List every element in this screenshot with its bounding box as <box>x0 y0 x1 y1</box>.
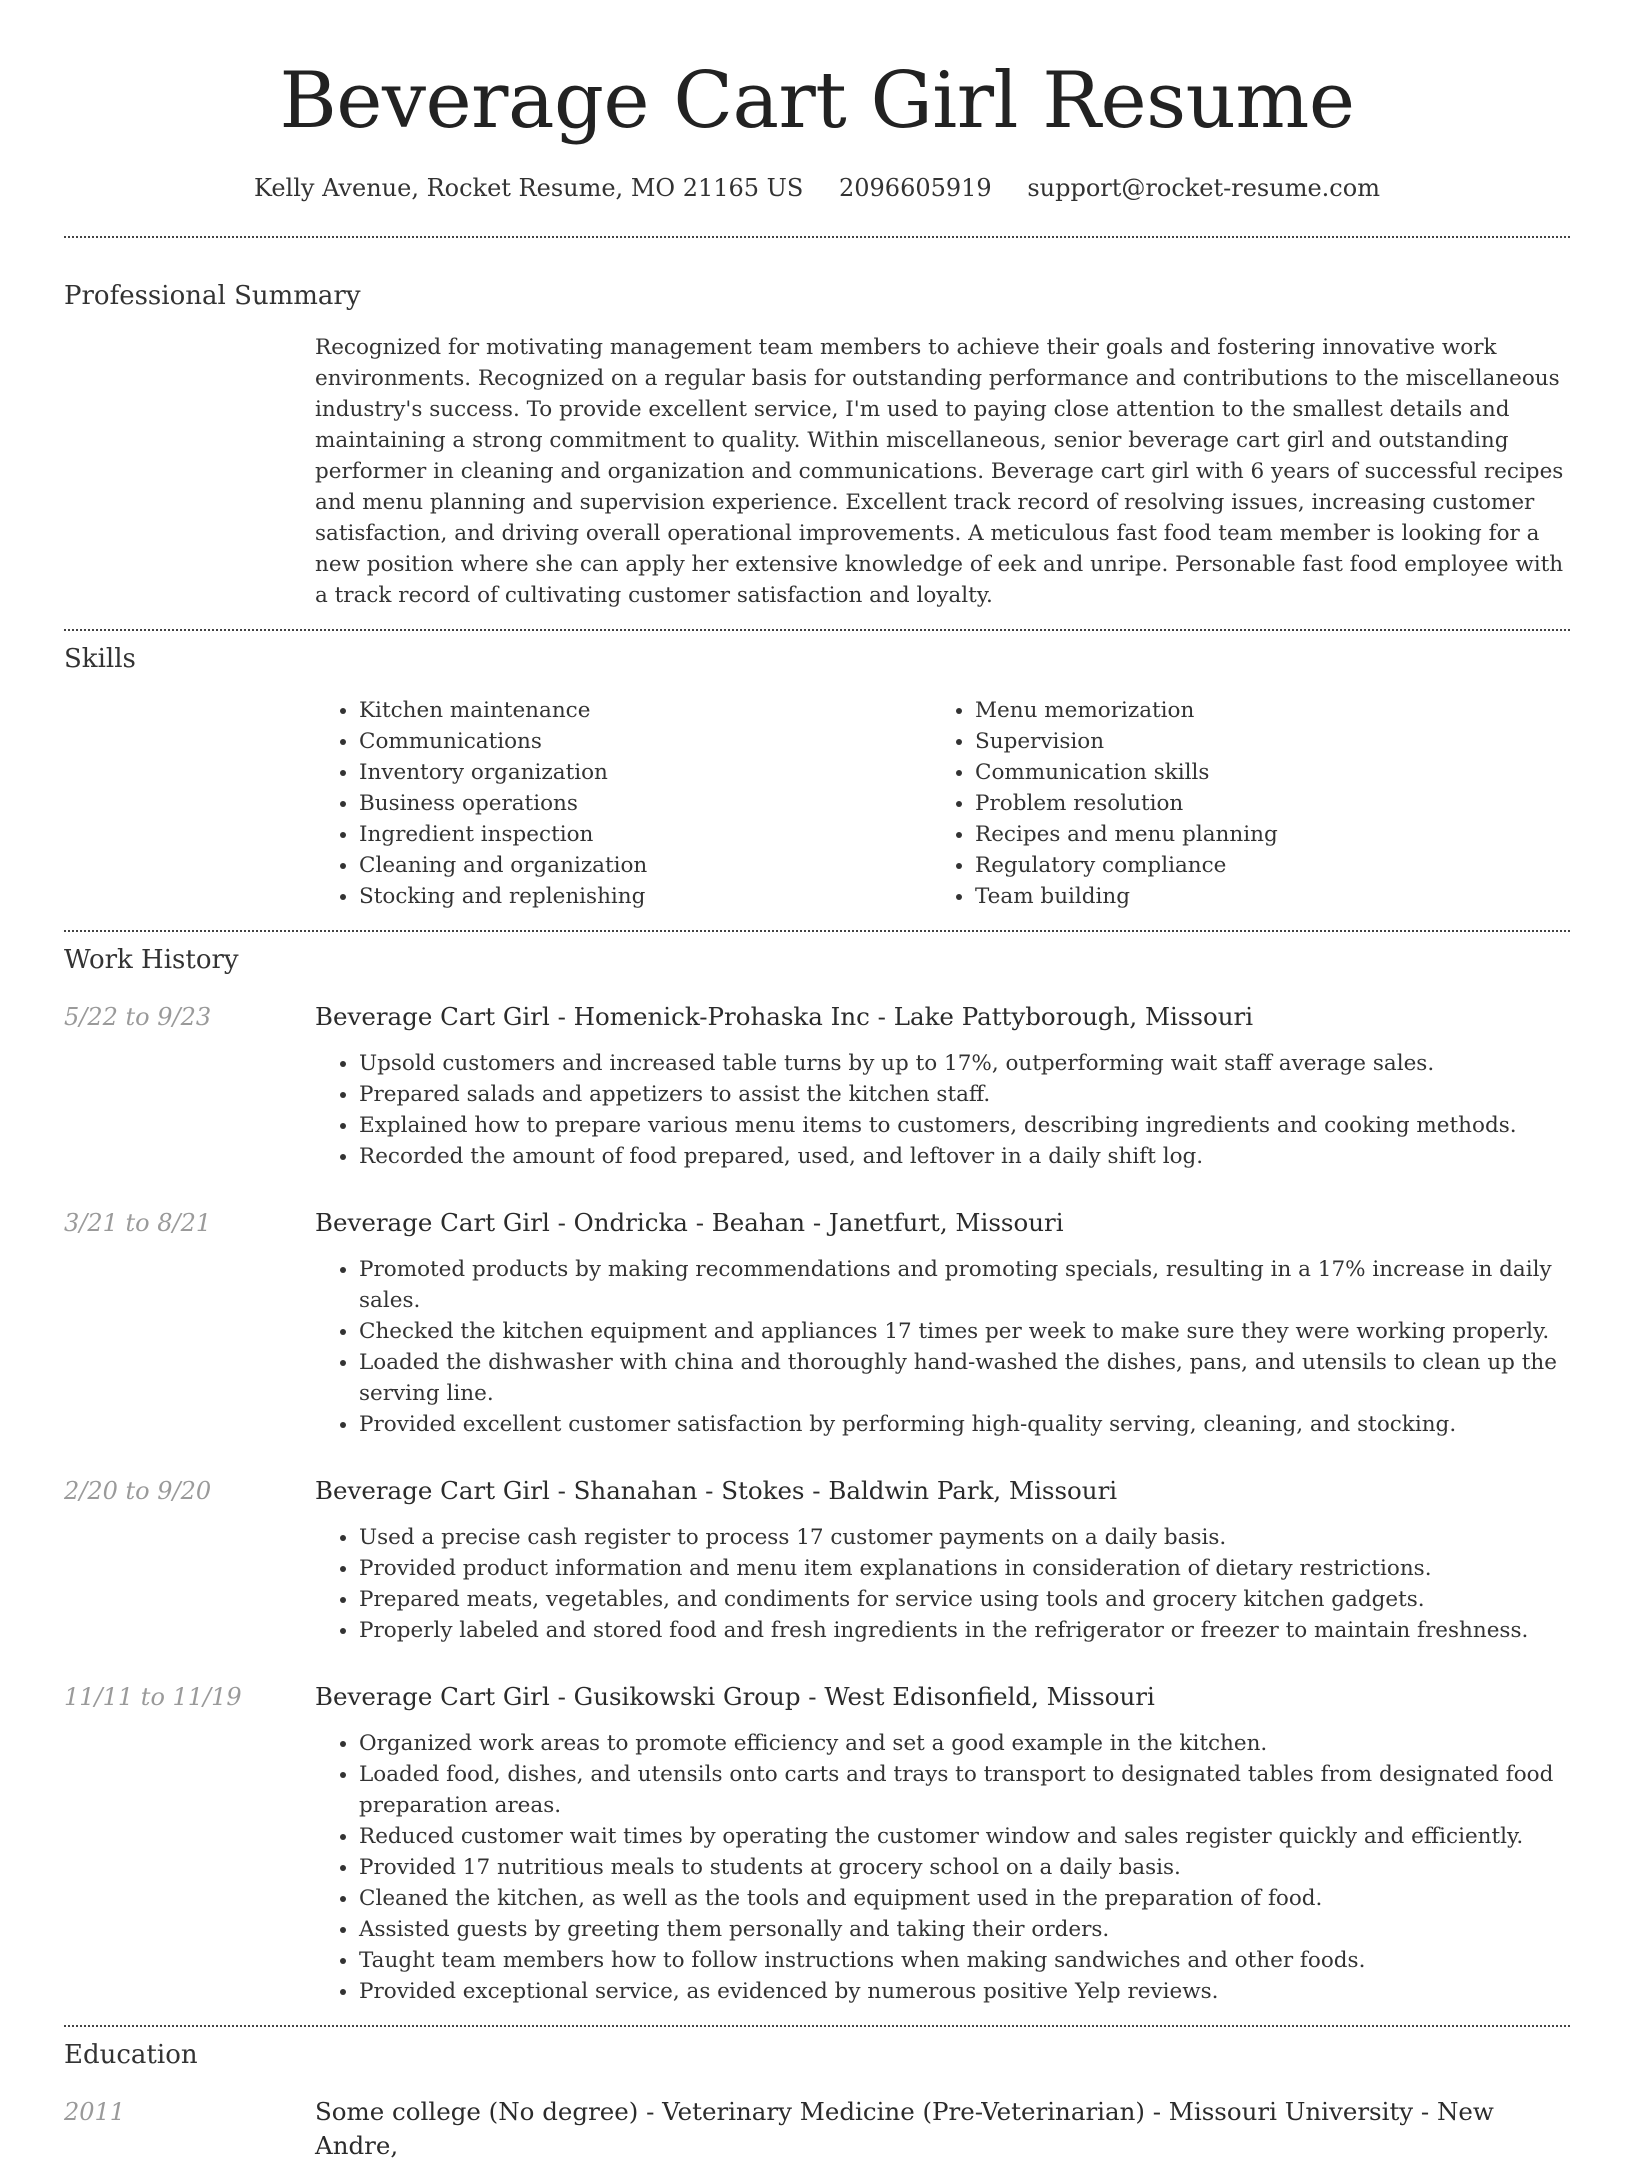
job-bullet: • Taught team members how to follow instructions when making sandwiches and other foods. <box>359 1945 1570 1976</box>
job-bullet: • Assisted guests by greeting them personally and taking their orders. <box>359 1914 1570 1945</box>
education-year: 2011 <box>64 2098 126 2126</box>
job-bullet: • Promoted products by making recommendations and promoting specials, resulting in a 17% increase in daily sales. <box>359 1254 1570 1316</box>
job-title: Beverage Cart Girl - Homenick-Prohaska Inc - Lake Pattyborough, Missouri <box>315 1002 1254 1031</box>
resume-title: Beverage Cart Girl Resume <box>279 56 1355 146</box>
skill-item: • Menu memorization <box>975 695 1547 726</box>
job-bullet: • Checked the kitchen equipment and appliances 17 times per week to make sure they were working properly. <box>359 1316 1570 1347</box>
job-bullets <box>315 1522 1570 1646</box>
divider <box>64 629 1570 631</box>
skills-list <box>315 695 1570 912</box>
skills-heading: Skills <box>64 644 136 674</box>
job-title: Beverage Cart Girl - Gusikowski Group - West Edisonfield, Missouri <box>315 1682 1155 1711</box>
resume-page <box>64 0 1570 2163</box>
job-dates: 3/21 to 8/21 <box>64 1209 212 1237</box>
job-bullet: • Loaded the dishwasher with china and thoroughly hand-washed the dishes, pans, and utensils to clean up the serving line. <box>359 1347 1570 1409</box>
contact-phone: 2096605919 <box>838 174 992 202</box>
skills-column-left <box>315 695 931 912</box>
contact-address: Kelly Avenue, Rocket Resume, MO 21165 US <box>254 174 804 202</box>
skill-item: • Recipes and menu planning <box>975 819 1547 850</box>
job-bullet: • Organized work areas to promote efficiency and set a good example in the kitchen. <box>359 1728 1570 1759</box>
job-bullet: • Loaded food, dishes, and utensils onto carts and trays to transport to designated tables from designated food preparation areas. <box>359 1759 1570 1821</box>
job-entry <box>64 1000 1570 1172</box>
job-bullet: • Explained how to prepare various menu items to customers, describing ingredients and cooking methods. <box>359 1110 1570 1141</box>
skills-column-right <box>931 695 1547 912</box>
job-dates: 5/22 to 9/23 <box>64 1003 212 1031</box>
summary-text: Recognized for motivating management team members to achieve their goals and fostering innovative work environments. Recognized on a regular basis for outstanding performance and contributions to the miscellaneous industry's success. To provide excellent service, I'm used to paying close attention to the smallest details and maintaining a strong commitment to quality. Within miscellaneous, senior beverage cart girl and outstanding performer in cleaning and organization and communications. Beverage cart girl with 6 years of successful recipes and menu planning and supervision experience. Excellent track record of resolving issues, increasing customer satisfaction, and driving overall operational improvements. A meticulous fast food team member is looking for a new position where she can apply her extensive knowledge of eek and unripe. Personable fast food employee with a track record of cultivating customer satisfaction and loyalty. <box>315 335 1564 608</box>
education-body <box>315 2095 1570 2163</box>
job-bullet: • Provided 17 nutritious meals to students at grocery school on a daily basis. <box>359 1852 1570 1883</box>
job-entry <box>64 1474 1570 1646</box>
divider <box>64 236 1570 238</box>
job-bullets <box>315 1048 1570 1172</box>
contact-line <box>64 172 1570 204</box>
job-bullet: • Provided product information and menu item explanations in consideration of dietary restrictions. <box>359 1553 1570 1584</box>
education-heading: Education <box>64 2040 198 2070</box>
job-bullet: • Prepared salads and appetizers to assist the kitchen staff. <box>359 1079 1570 1110</box>
skill-item: • Regulatory compliance <box>975 850 1547 881</box>
divider <box>64 930 1570 932</box>
job-bullet: • Used a precise cash register to process 17 customer payments on a daily basis. <box>359 1522 1570 1553</box>
work-heading: Work History <box>64 945 239 975</box>
skill-item: • Ingredient inspection <box>359 819 931 850</box>
job-bullet: • Provided exceptional service, as evidenced by numerous positive Yelp reviews. <box>359 1976 1570 2007</box>
skill-item: • Business operations <box>359 788 931 819</box>
skill-item: • Stocking and replenishing <box>359 881 931 912</box>
job-dates: 11/11 to 11/19 <box>64 1683 242 1711</box>
job-bullet: • Upsold customers and increased table turns by up to 17%, outperforming wait staff average sales. <box>359 1048 1570 1079</box>
skill-item: • Supervision <box>975 726 1547 757</box>
skill-item: • Communications <box>359 726 931 757</box>
job-bullet: • Properly labeled and stored food and fresh ingredients in the refrigerator or freezer to maintain freshness. <box>359 1615 1570 1646</box>
job-bullet: • Cleaned the kitchen, as well as the tools and equipment used in the preparation of food. <box>359 1883 1570 1914</box>
job-bullet: • Prepared meats, vegetables, and condiments for service using tools and grocery kitchen gadgets. <box>359 1584 1570 1615</box>
job-dates: 2/20 to 9/20 <box>64 1477 212 1505</box>
skill-item: • Cleaning and organization <box>359 850 931 881</box>
job-body <box>315 1206 1570 1440</box>
job-entry <box>64 1680 1570 2007</box>
job-title: Beverage Cart Girl - Shanahan - Stokes - Baldwin Park, Missouri <box>315 1476 1118 1505</box>
job-body <box>315 1000 1570 1172</box>
job-bullet: • Recorded the amount of food prepared, used, and leftover in a daily shift log. <box>359 1141 1570 1172</box>
job-title: Beverage Cart Girl - Ondricka - Beahan - Janetfurt, Missouri <box>315 1208 1064 1237</box>
job-bullets <box>315 1728 1570 2007</box>
contact-email: support@rocket-resume.com <box>1027 174 1380 202</box>
skill-item: • Communication skills <box>975 757 1547 788</box>
job-entry <box>64 1206 1570 1440</box>
skill-item: • Inventory organization <box>359 757 931 788</box>
education-title: Some college (No degree) - Veterinary Medicine (Pre-Veterinarian) - Missouri University - New Andre, <box>315 2097 1494 2160</box>
job-body <box>315 1474 1570 1646</box>
divider <box>64 2025 1570 2027</box>
job-bullet: • Reduced customer wait times by operating the customer window and sales register quickly and efficiently. <box>359 1821 1570 1852</box>
skill-item: • Problem resolution <box>975 788 1547 819</box>
job-bullets <box>315 1254 1570 1440</box>
skill-item: • Kitchen maintenance <box>359 695 931 726</box>
job-bullet: • Provided excellent customer satisfaction by performing high-quality serving, cleaning, and stocking. <box>359 1409 1570 1440</box>
education-entry <box>64 2095 1570 2163</box>
job-body <box>315 1680 1570 2007</box>
skill-item: • Team building <box>975 881 1547 912</box>
summary-heading: Professional Summary <box>64 281 361 311</box>
